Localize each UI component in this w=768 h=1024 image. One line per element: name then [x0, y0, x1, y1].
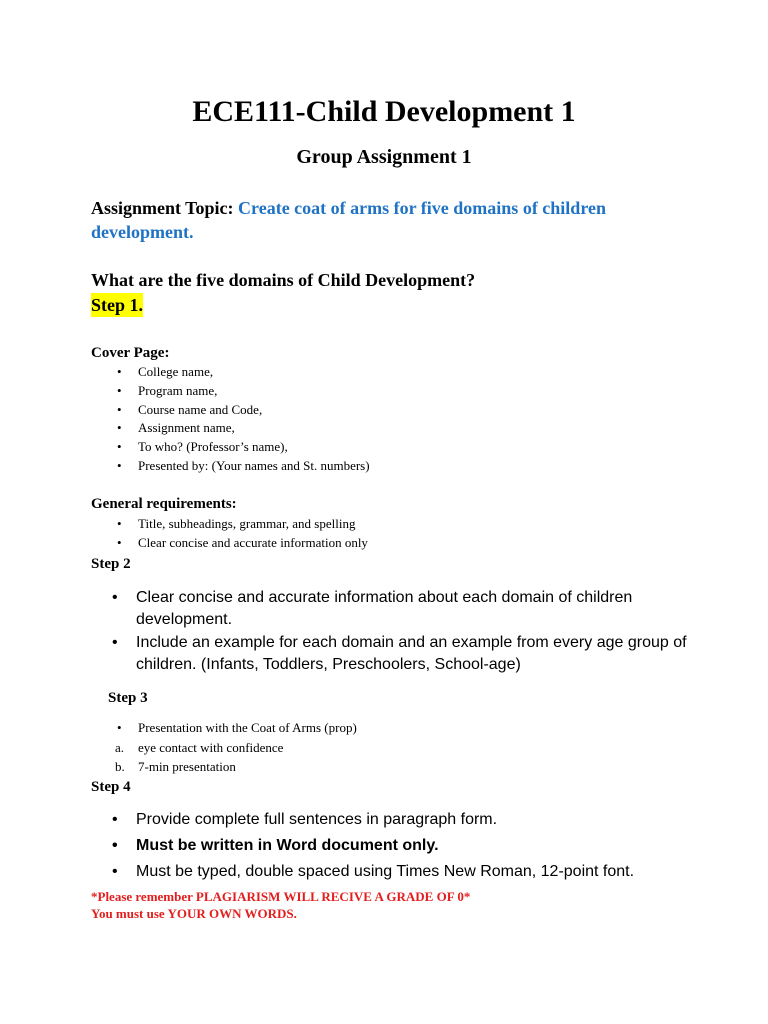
list-item: • Clear concise and accurate information only	[113, 534, 368, 553]
list-item: • Must be written in Word document only.	[108, 835, 708, 857]
document-title: ECE111-Child Development 1	[192, 95, 576, 128]
topic-text: Create coat of arms for five domains of children development.	[91, 198, 606, 242]
step-3-heading: Step 3	[108, 690, 148, 706]
cover-page-heading: Cover Page:	[91, 345, 170, 361]
list-item: • Include an example for each domain and an example from every age group of children. (Infants, Toddlers, Preschoolers, School-age)	[112, 634, 687, 673]
list-item: • College name,	[113, 363, 370, 382]
step-2-heading: Step 2	[91, 556, 131, 572]
step-2-list	[108, 587, 688, 676]
bullet-icon: •	[112, 837, 118, 854]
list-item: • Assignment name,	[113, 419, 370, 438]
plagiarism-warning: *Please remember PLAGIARISM WILL RECIVE A GRADE OF 0*	[91, 889, 471, 904]
list-item: • Presentation with the Coat of Arms (prop)	[113, 719, 357, 738]
bullet-icon: •	[117, 457, 122, 473]
list-item: b. 7-min presentation	[115, 758, 236, 774]
step-3-list	[113, 719, 357, 738]
list-item: • Provide complete full sentences in paragraph form.	[108, 809, 708, 831]
bullet-icon: •	[117, 364, 122, 379]
step-1-heading: Step 1.	[91, 295, 144, 315]
bullet-icon: •	[117, 382, 122, 398]
assignment-topic	[91, 196, 691, 244]
list-item: • Program name,	[113, 382, 370, 401]
domains-question: What are the five domains of Child Development?	[91, 270, 476, 290]
step-3-sublist	[113, 739, 283, 777]
own-words-warning: You must use YOUR OWN WORDS.	[91, 906, 297, 921]
list-item: a. eye contact with confidence	[115, 740, 284, 755]
bullet-icon: •	[117, 534, 122, 550]
bullet-icon: •	[117, 439, 122, 455]
step-4-heading: Step 4	[91, 779, 131, 795]
bullet-icon: •	[117, 420, 122, 436]
bullet-icon: •	[112, 863, 118, 880]
list-item: • Course name and Code,	[113, 401, 370, 420]
cover-page-list	[113, 363, 370, 476]
list-item: • Must be typed, double spaced using Times New Roman, 12-point font.	[108, 861, 708, 883]
bullet-icon: •	[112, 589, 118, 606]
topic-label: Assignment Topic:	[91, 198, 234, 218]
list-item: • Title, subheadings, grammar, and spelling	[113, 515, 368, 534]
bullet-icon: •	[117, 401, 122, 417]
list-item: • To who? (Professor’s name),	[113, 438, 370, 457]
bullet-icon: •	[117, 516, 122, 531]
document-subtitle: Group Assignment 1	[296, 146, 472, 168]
step-4-list	[108, 809, 708, 883]
bullet-icon: •	[112, 811, 118, 828]
list-item: • Presented by: (Your names and St. numbers)	[113, 457, 370, 476]
general-requirements-list	[113, 515, 368, 553]
general-requirements-heading: General requirements:	[91, 496, 237, 512]
bullet-icon: •	[112, 634, 118, 651]
bullet-icon: •	[117, 720, 122, 735]
list-item: • Clear concise and accurate information about each domain of children development.	[112, 589, 633, 628]
